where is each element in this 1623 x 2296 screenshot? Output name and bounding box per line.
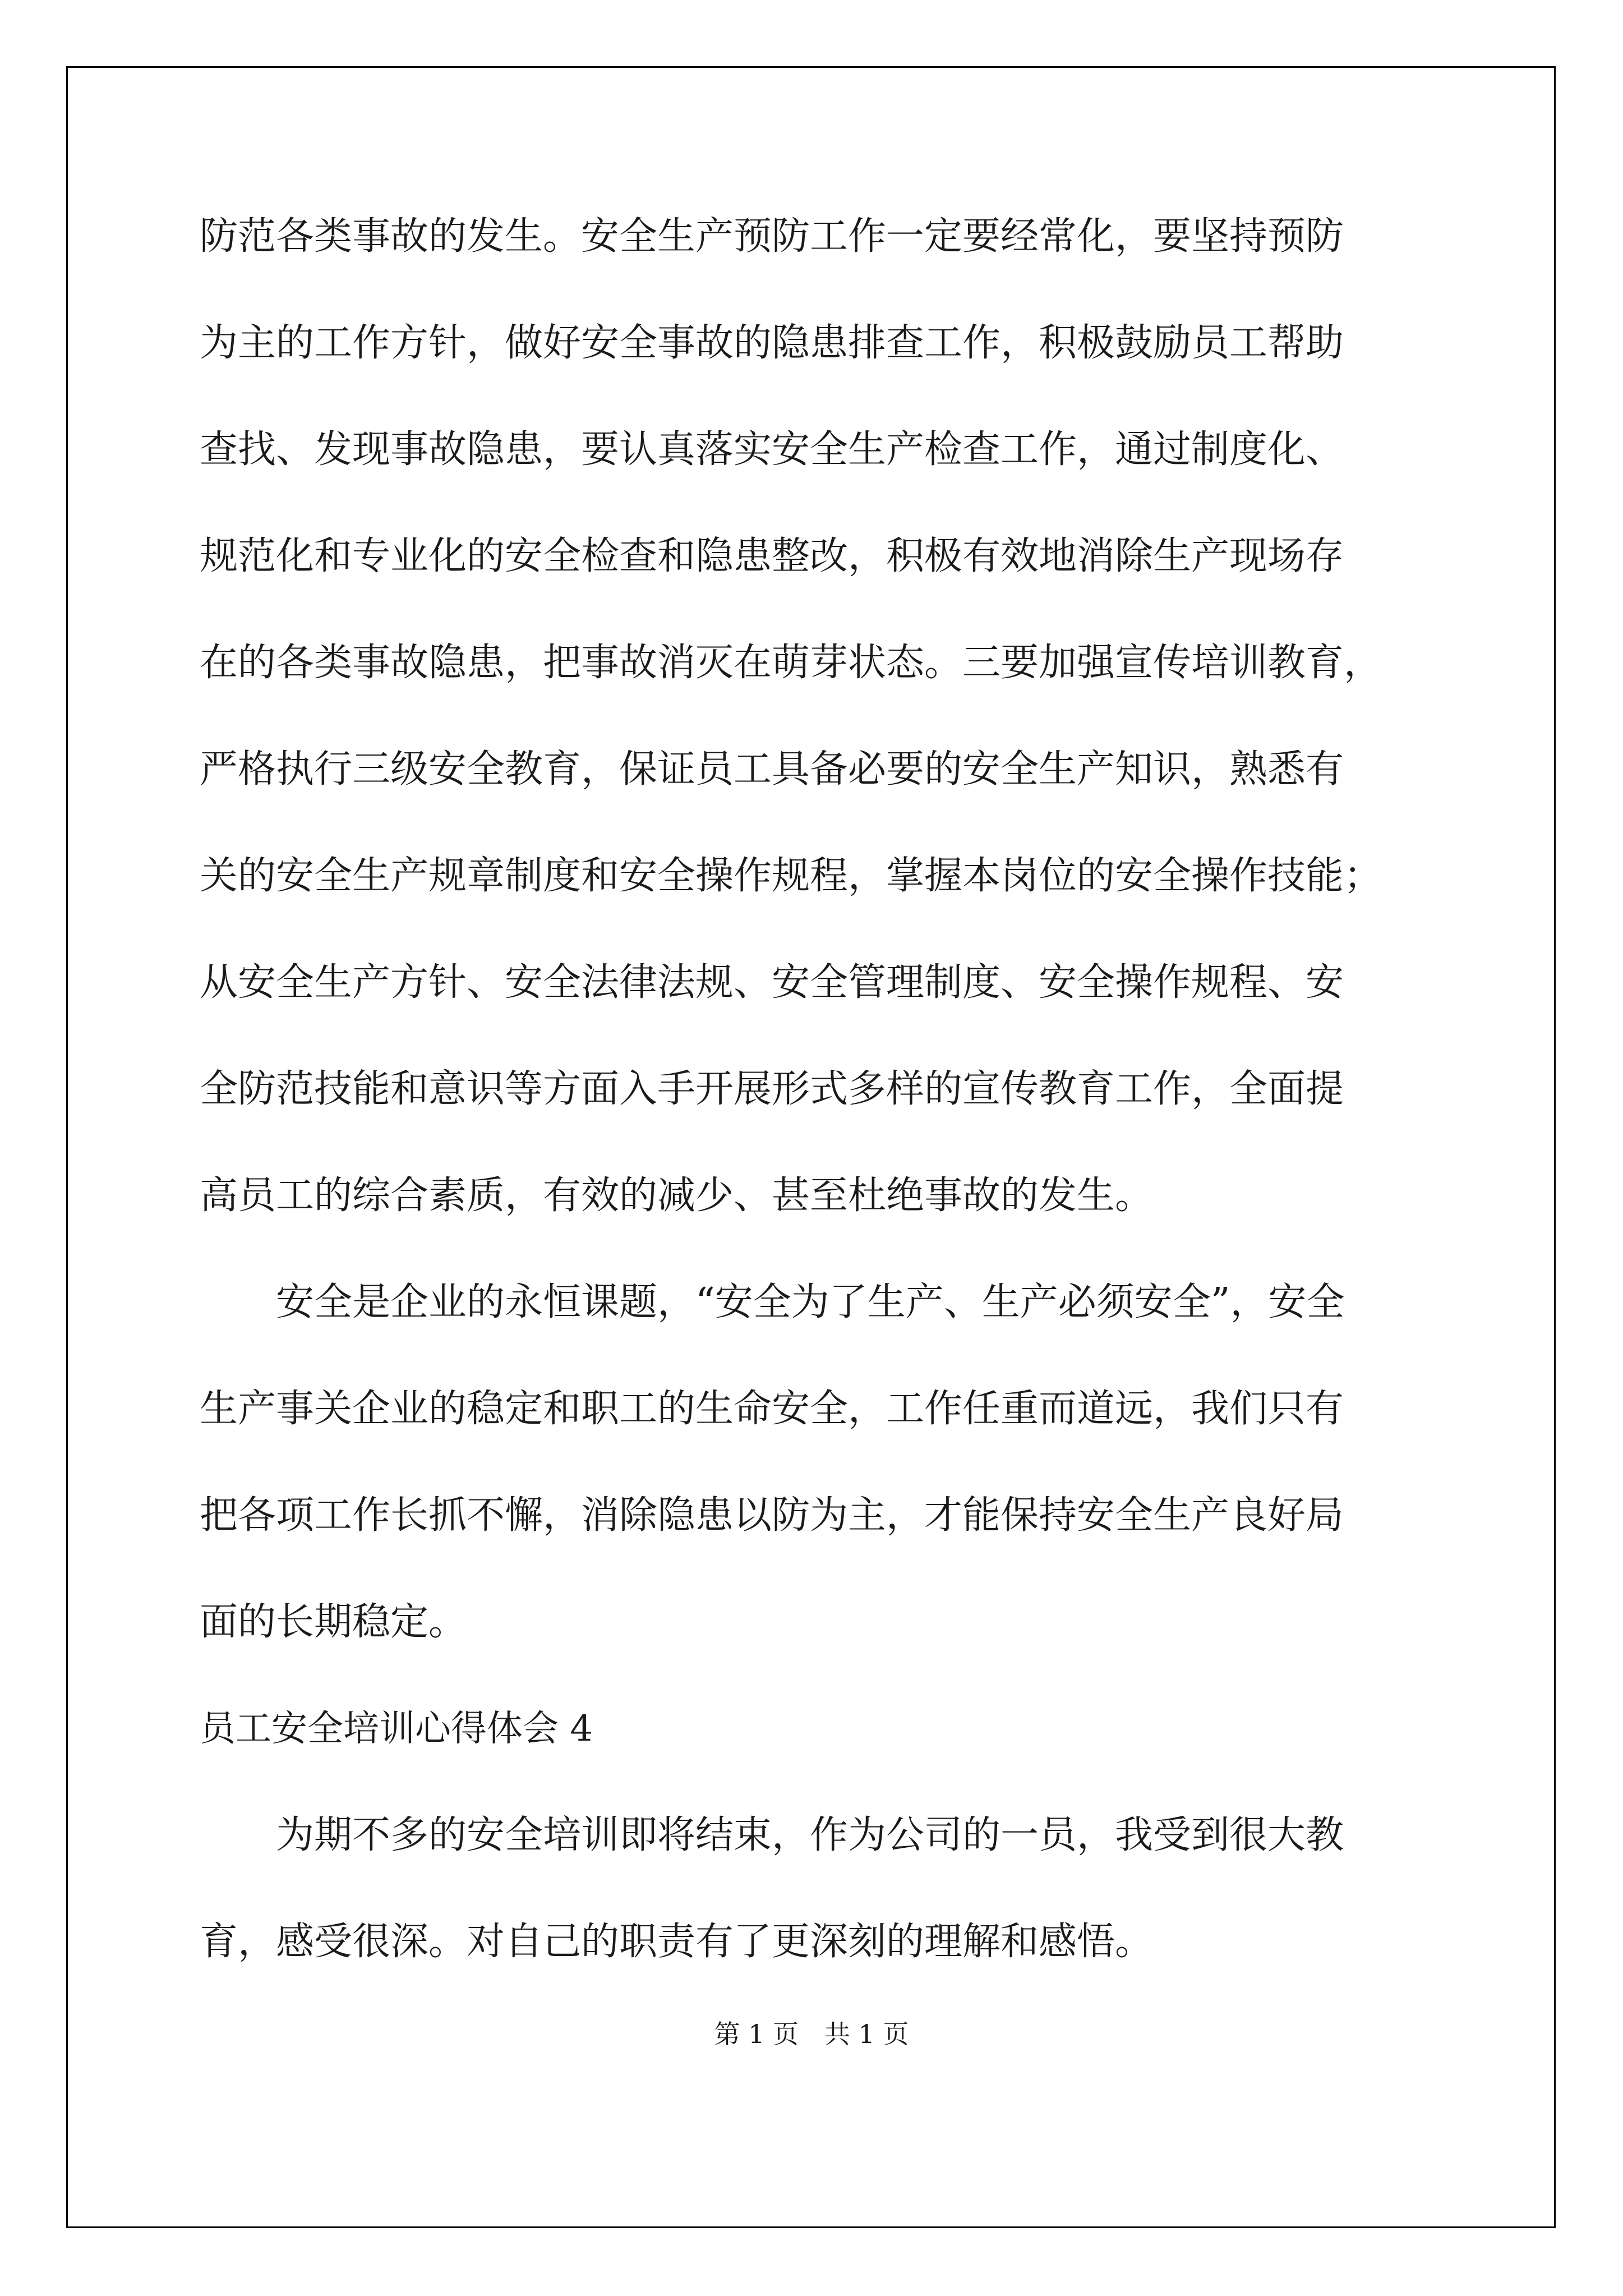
paragraph-line: 严格执行三级安全教育，保证员工具备必要的安全生产知识，熟悉有 — [200, 747, 1344, 792]
paragraph-line: 高员工的综合素质，有效的减少、甚至杜绝事故的发生。 — [200, 1174, 1154, 1218]
paragraph-line: 为期不多的安全培训即将结束，作为公司的一员，我受到很大教 — [276, 1813, 1344, 1857]
section-heading: 员工安全培训心得体会 4 — [200, 1708, 593, 1750]
document-body — [200, 209, 1436, 2021]
paragraph-line: 生产事关企业的稳定和职工的生命安全，工作任重而道远，我们只有 — [200, 1387, 1344, 1431]
paragraph-line: 在的各类事故隐患，把事故消灭在萌芽状态。三要加强宣传培训教育， — [200, 641, 1382, 685]
paragraph-line: 安全是企业的永恒课题，“安全为了生产、生产必须安全”，安全 — [276, 1280, 1345, 1324]
paragraph-line: 查找、发现事故隐患，要认真落实安全生产检查工作，通过制度化、 — [200, 427, 1344, 472]
paragraph-line: 规范化和专业化的安全检查和隐患整改，积极有效地消除生产现场存 — [200, 534, 1344, 578]
paragraph-line: 为主的工作方针，做好安全事故的隐患排查工作，积极鼓励员工帮助 — [200, 321, 1344, 365]
paragraph-line: 育，感受很深。对自己的职责有了更深刻的理解和感悟。 — [200, 1920, 1154, 1964]
paragraph-line: 防范各类事故的发生。安全生产预防工作一定要经常化，要坚持预防 — [200, 214, 1344, 259]
paragraph-line: 全防范技能和意识等方面入手开展形式多样的宣传教育工作，全面提 — [200, 1067, 1344, 1111]
paragraph-line: 从安全生产方针、安全法律法规、安全管理制度、安全操作规程、安 — [200, 960, 1344, 1005]
paragraph-line: 面的长期稳定。 — [200, 1600, 467, 1644]
paragraph-line: 关的安全生产规章制度和安全操作规程，掌握本岗位的安全操作技能； — [200, 854, 1382, 898]
paragraph-line: 把各项工作长抓不懈，消除隐患以防为主，才能保持安全生产良好局 — [200, 1493, 1344, 1538]
page-number-footer: 第 1 页 共 1 页 — [714, 2019, 909, 2049]
